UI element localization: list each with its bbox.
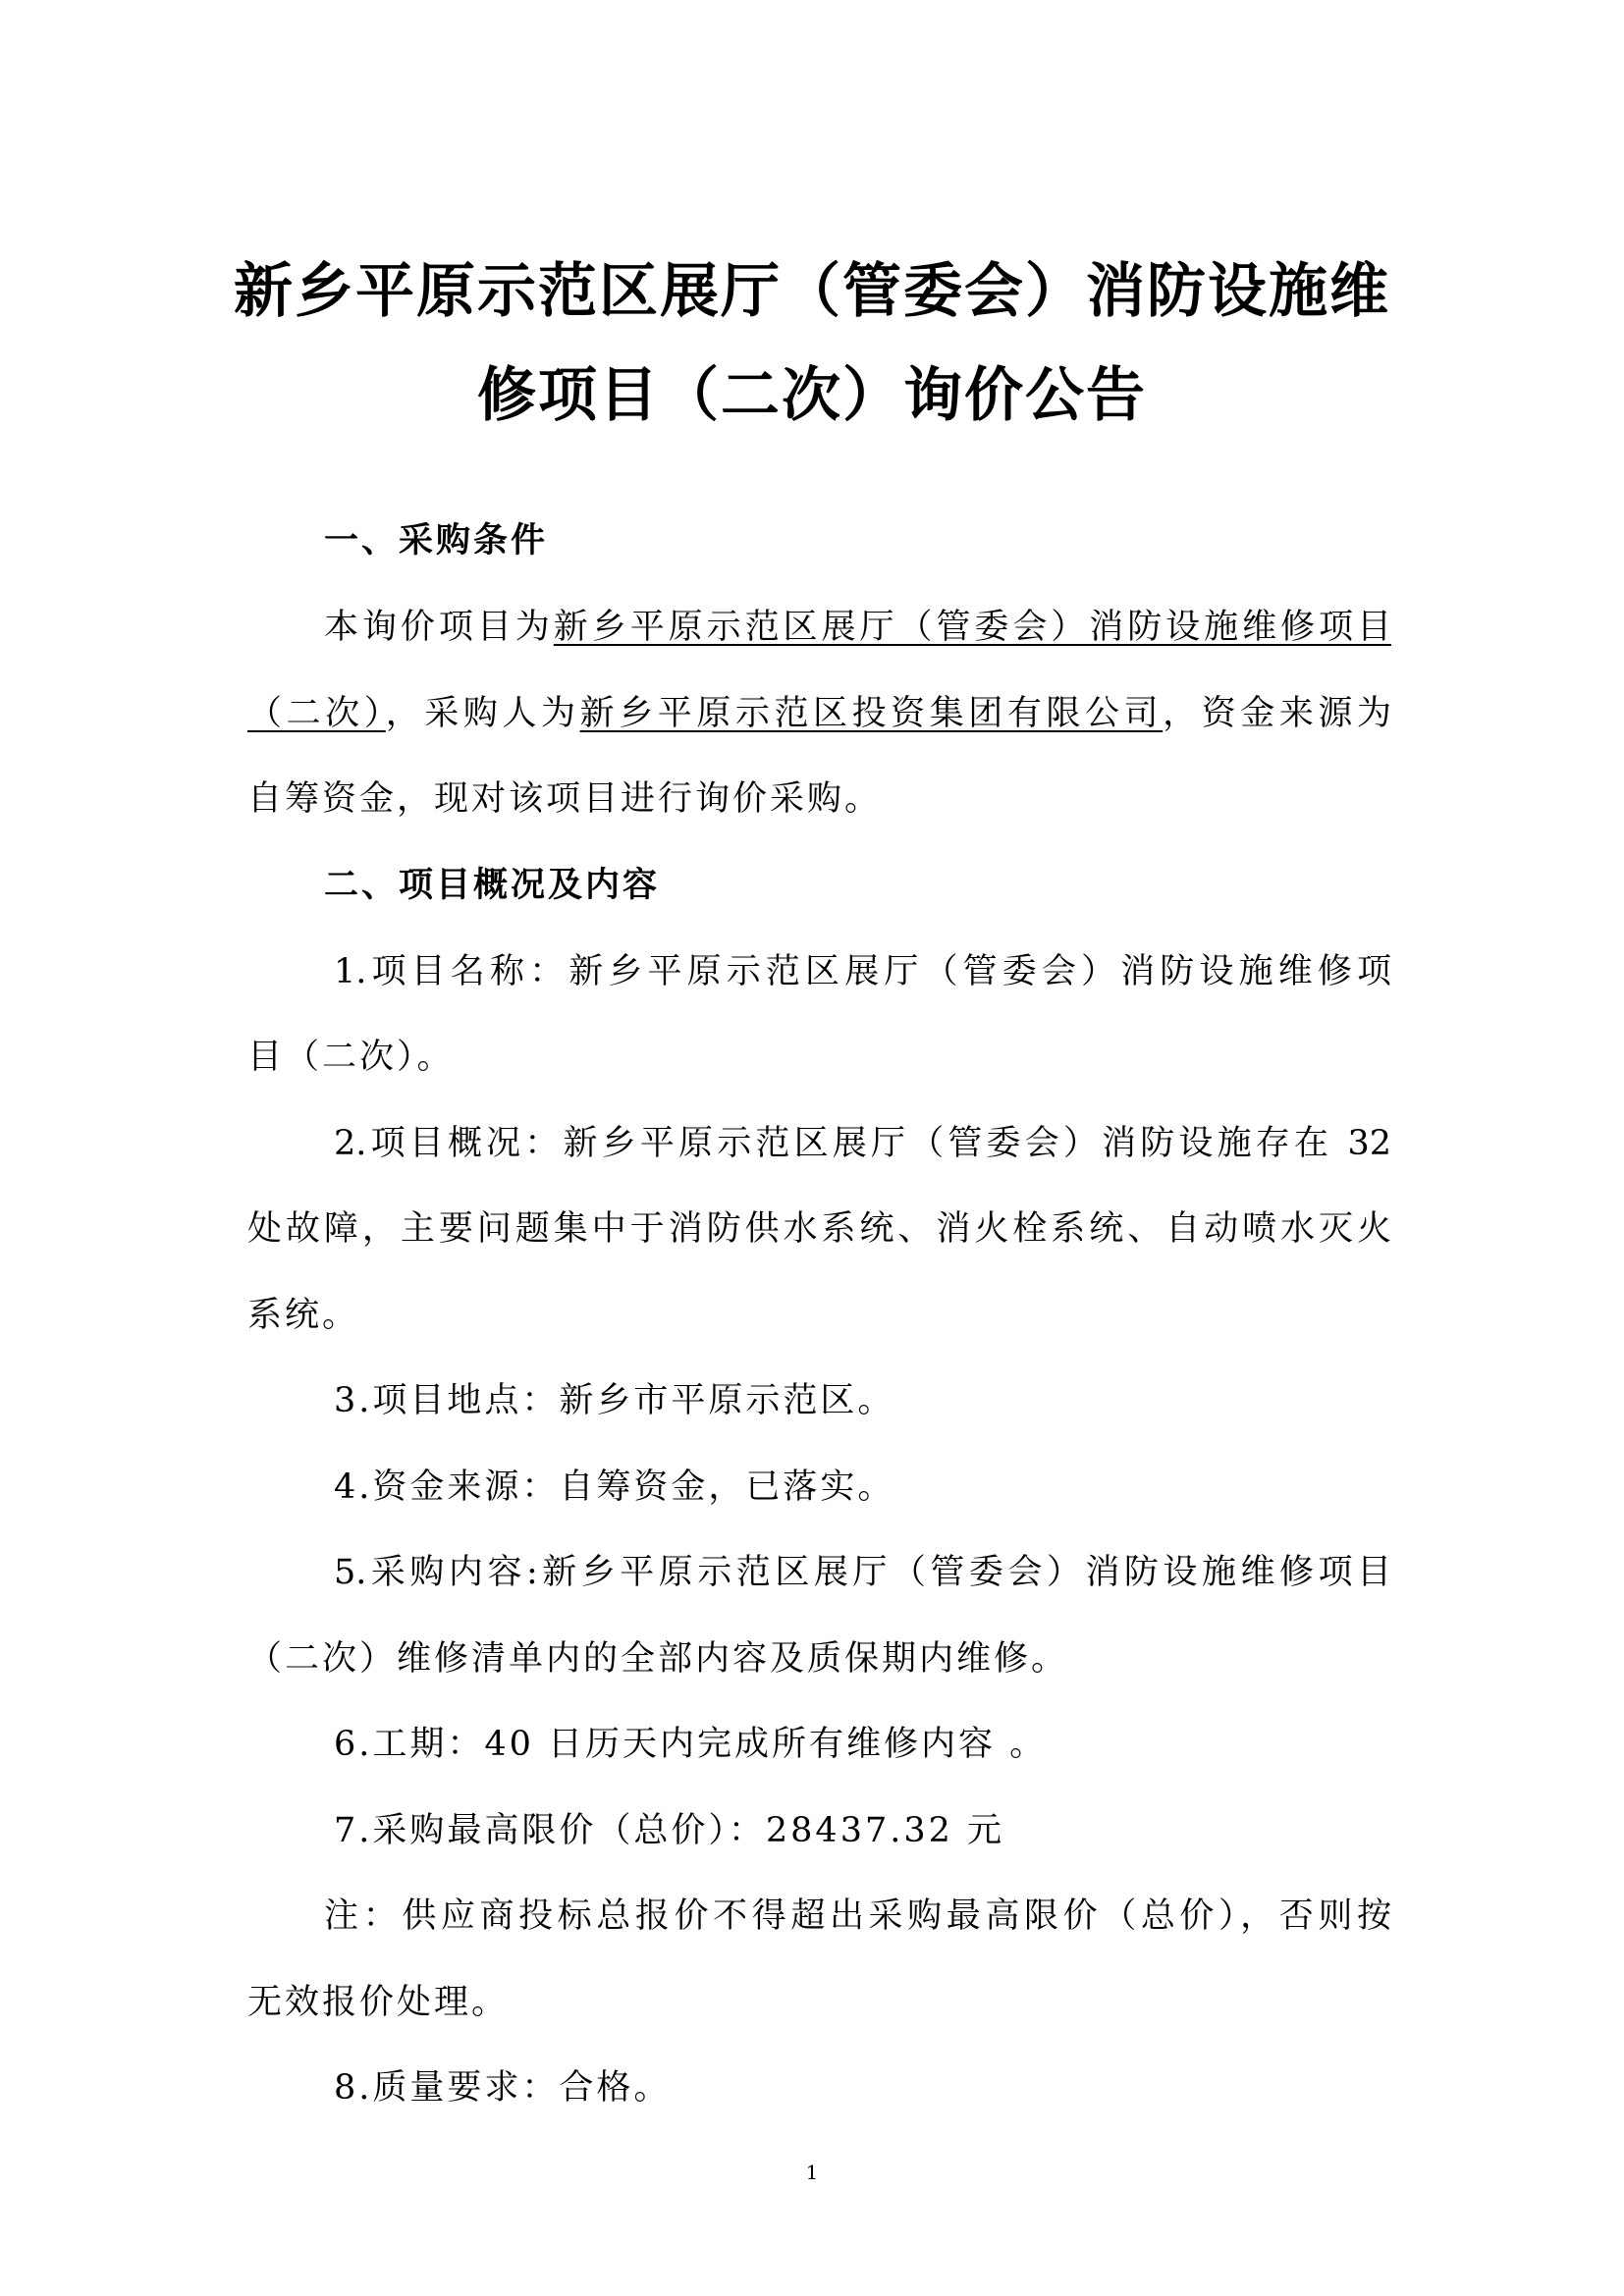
project-name-underlined-cont: （二次） [247,694,386,733]
document-title-line-1: 新乡平原示范区展厅（管委会）消防设施维 [234,257,1390,326]
item-project-overview-line-2: 处故障，主要问题集中于消防供水系统、消火栓系统、自动喷水灭火 [247,1209,1391,1249]
paragraph-purchase-conditions-line-2 [247,690,1391,737]
paragraph-purchase-conditions-line-3: 自筹资金，现对该项目进行询价采购。 [247,779,883,819]
note-line-1: 注：供应商投标总报价不得超出采购最高限价（总价），否则按 [324,1896,1391,1936]
section-heading-purchase-conditions: 一、采购条件 [324,521,549,561]
page-number: 1 [805,2161,819,2184]
text-segment: 本询价项目为 [324,608,554,647]
item-project-overview-line-1: 2.项目概况：新乡平原示范区展厅（管委会）消防设施存在 32 [334,1124,1391,1163]
item-project-name-line-2: 目（二次）。 [247,1038,455,1077]
note-line-2: 无效报价处理。 [247,1983,510,2022]
item-project-name-line-1: 1.项目名称：新乡平原示范区展厅（管委会）消防设施维修项 [334,952,1391,991]
item-max-price: 7.采购最高限价（总价）：28437.32 元 [334,1811,1005,1850]
item-project-location: 3.项目地点：新乡市平原示范区。 [334,1381,895,1420]
item-procurement-content-line-1: 5.采购内容:新乡平原示范区展厅（管委会）消防设施维修项目 [334,1553,1391,1592]
section-heading-project-overview: 二、项目概况及内容 [324,866,661,905]
text-segment: ，采购人为 [385,694,580,733]
text-segment: ，资金来源为 [1163,694,1391,733]
item-construction-period: 6.工期：40 日历天内完成所有维修内容 。 [334,1725,1048,1764]
purchaser-name-underlined: 新乡平原示范区投资集团有限公司 [579,694,1164,733]
item-quality-requirement: 8.质量要求：合格。 [334,2068,672,2108]
item-procurement-content-line-2: （二次）维修清单内的全部内容及质保期内维修。 [247,1639,1069,1679]
document-title-line-2: 修项目（二次）询价公告 [477,361,1147,430]
item-project-overview-line-3: 系统。 [247,1296,360,1335]
paragraph-purchase-conditions-line-1 [324,604,1391,651]
item-funding-source: 4.资金来源：自筹资金，已落实。 [334,1468,895,1507]
project-name-underlined: 新乡平原示范区展厅（管委会）消防设施维修项目 [553,608,1391,647]
